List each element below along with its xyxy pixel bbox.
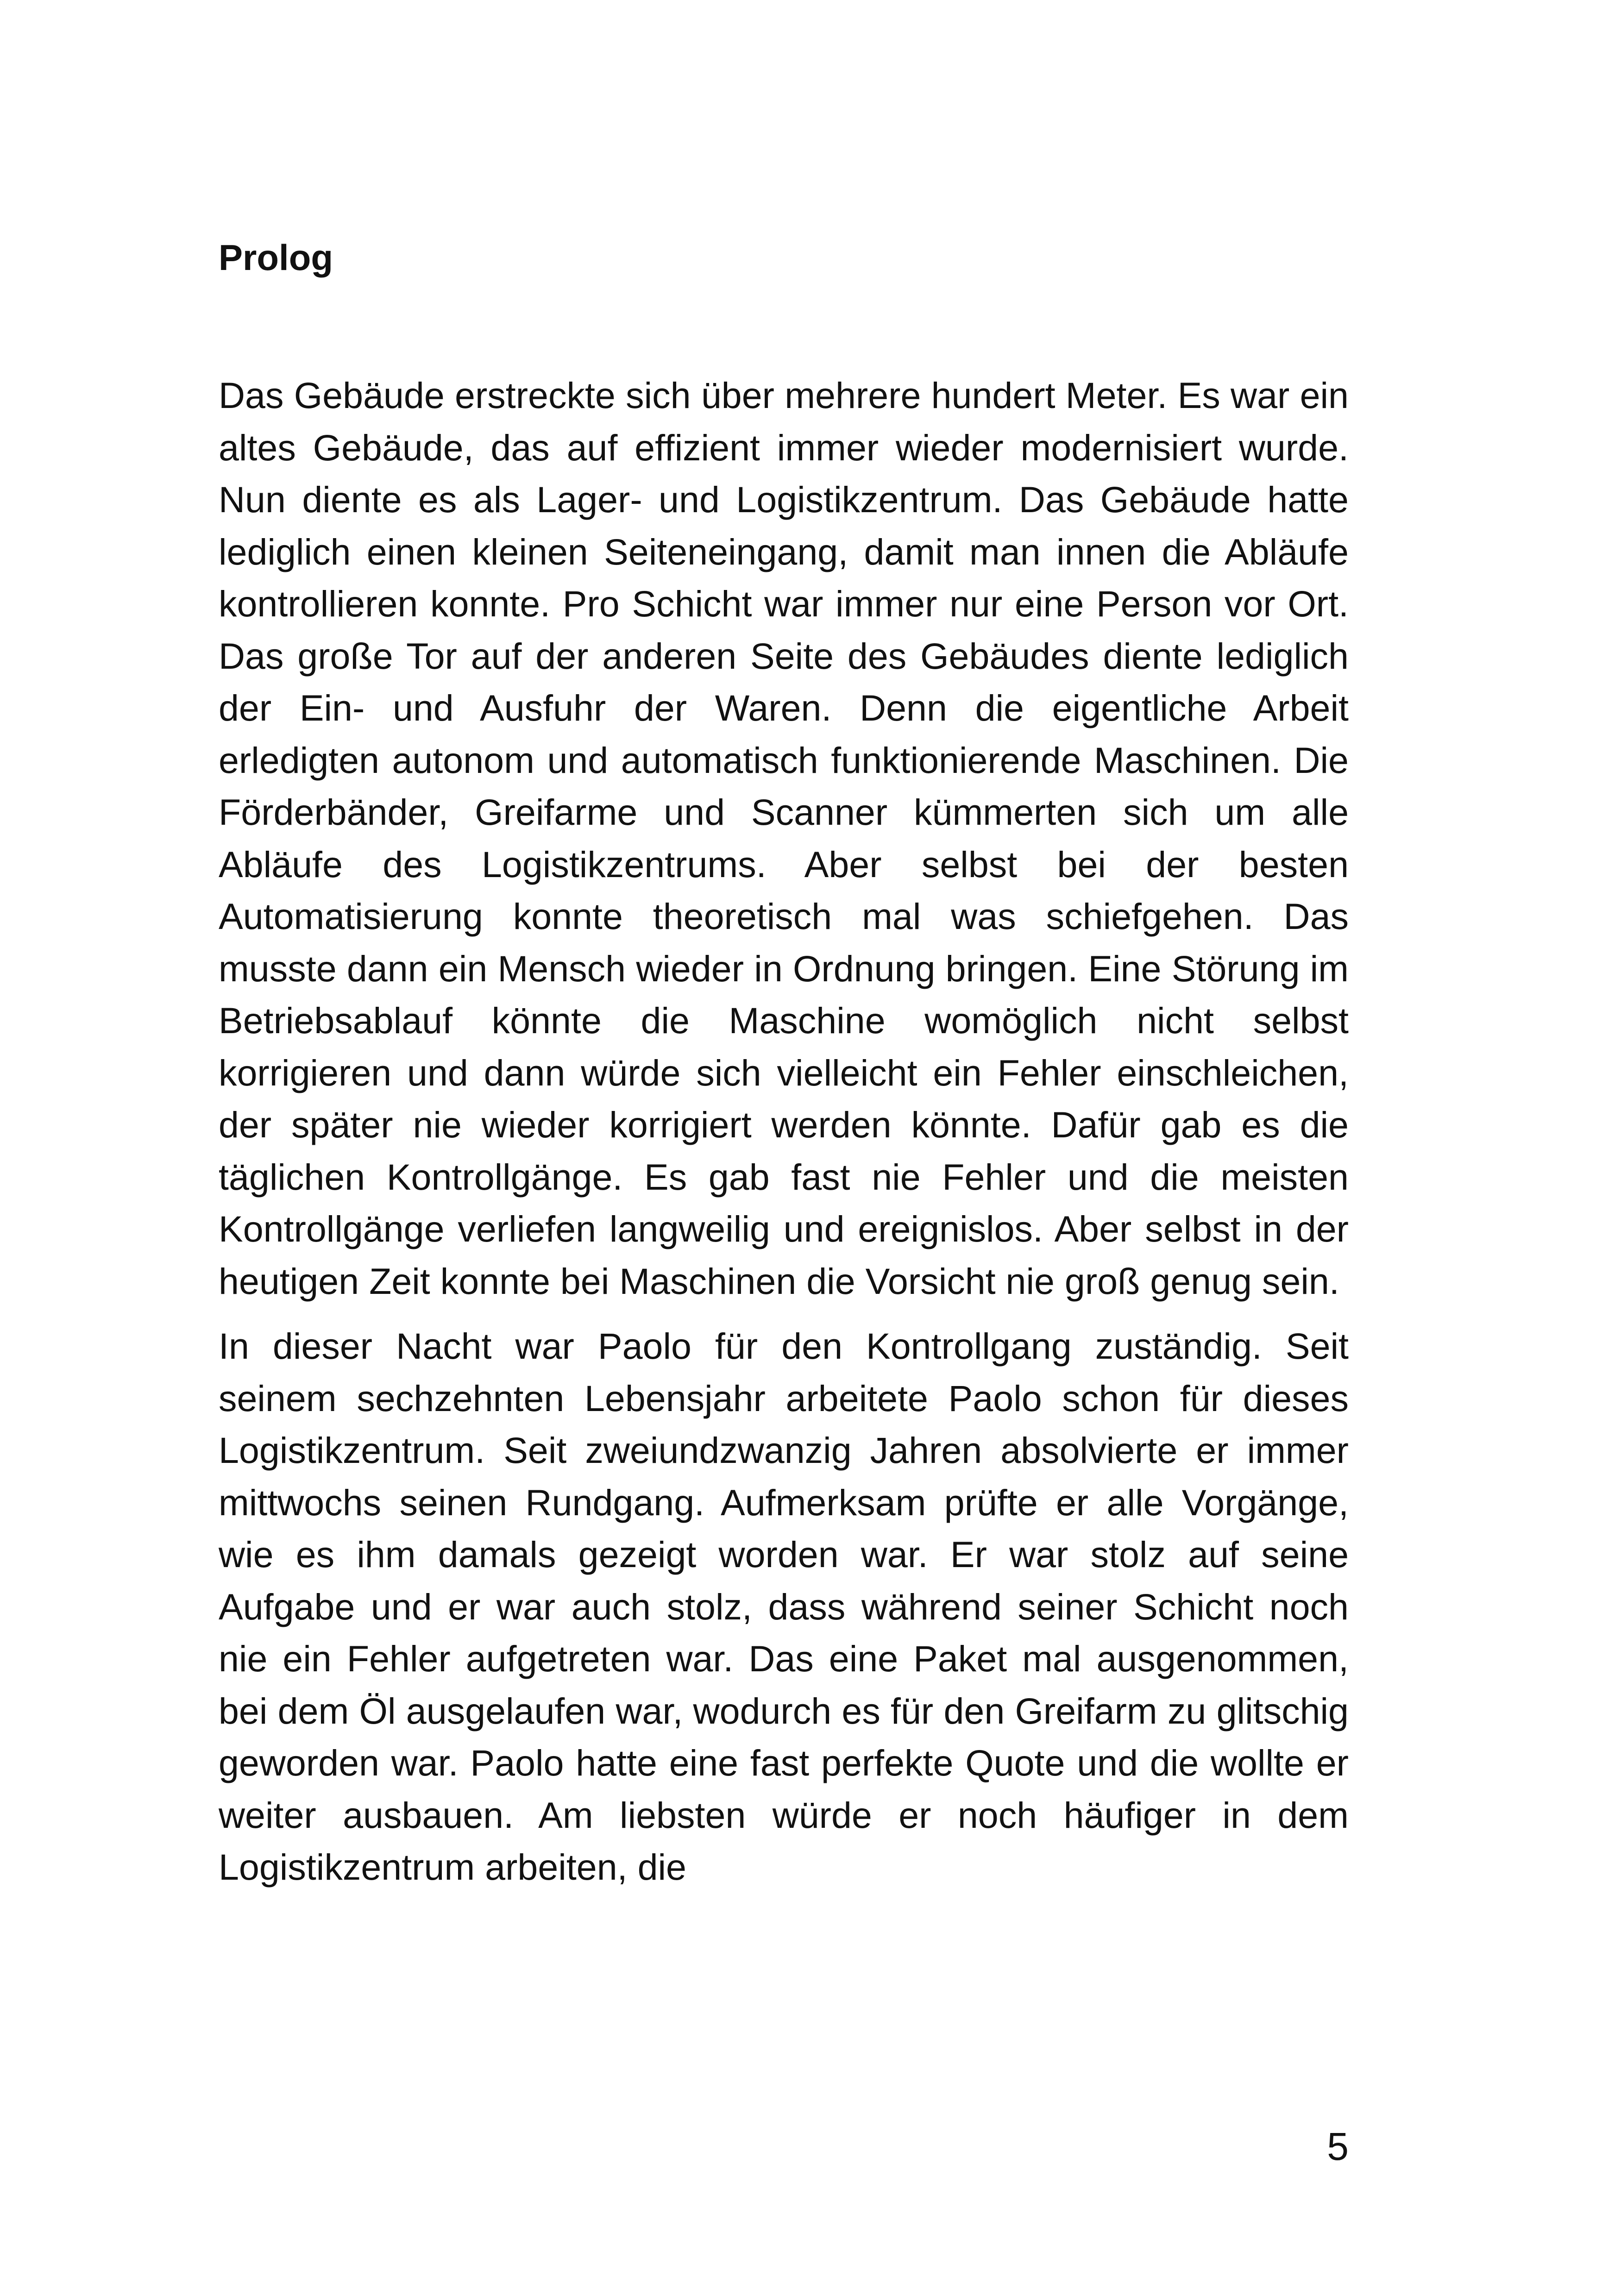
paragraph: Das Gebäude erstreckte sich über mehrere hundert Meter. Es war ein altes Gebäude, das auf effizient immer wieder modernisiert wurde. Nun diente es als Lager- und Logistikzentrum. Das Gebäude hatte lediglich einen kleinen Seiteneingang, damit man innen die Abläufe kontrollieren konnte. Pro Schicht war immer nur eine Person vor Ort. Das große Tor auf der anderen Seite des Gebäudes diente lediglich der Ein- und Ausfuhr der Waren. Denn die eigentliche Arbeit erledigten autonom und automatisch funktionierende Maschinen. Die Förderbänder, Greifarme und Scanner kümmerten sich um alle Abläufe des Logistikzentrums. Aber selbst bei der besten Automatisierung konnte theoretisch mal was schiefgehen. Das musste dann ein Mensch wieder in Ordnung bringen. Eine Störung im Betriebsablauf könnte die Maschine womöglich nicht selbst korrigieren und dann würde sich vielleicht ein Fehler einschleichen, der später nie wieder korrigiert werden könnte. Dafür gab es die täglichen Kontrollgänge. Es gab fast nie Fehler und die meisten Kontrollgänge verliefen langweilig und ereignislos. Aber selbst in der heutigen Zeit konnte bei Maschinen die Vorsicht nie groß genug sein. <box>219 375 1349 1302</box>
paragraph: In dieser Nacht war Paolo für den Kontrollgang zuständig. Seit seinem sechzehnten Lebensjahr arbeitete Paolo schon für dieses Logistikzentrum. Seit zweiundzwanzig Jahren absolvierte er immer mittwochs seinen Rundgang. Aufmerksam prüfte er alle Vorgänge, wie es ihm damals gezeigt worden war. Er war stolz auf seine Aufgabe und er war auch stolz, dass während seiner Schicht noch nie ein Fehler aufgetreten war. Das eine Paket mal ausgenommen, bei dem Öl ausgelaufen war, wodurch es für den Greifarm zu glitschig geworden war. Paolo hatte eine fast perfekte Quote und die wollte er weiter ausbauen. Am liebsten würde er noch häufiger in dem Logistikzentrum arbeiten, die <box>219 1325 1349 1888</box>
chapter-title: Prolog <box>219 237 333 278</box>
body-text <box>219 370 1349 1907</box>
page-number: 5 <box>1327 2125 1349 2168</box>
